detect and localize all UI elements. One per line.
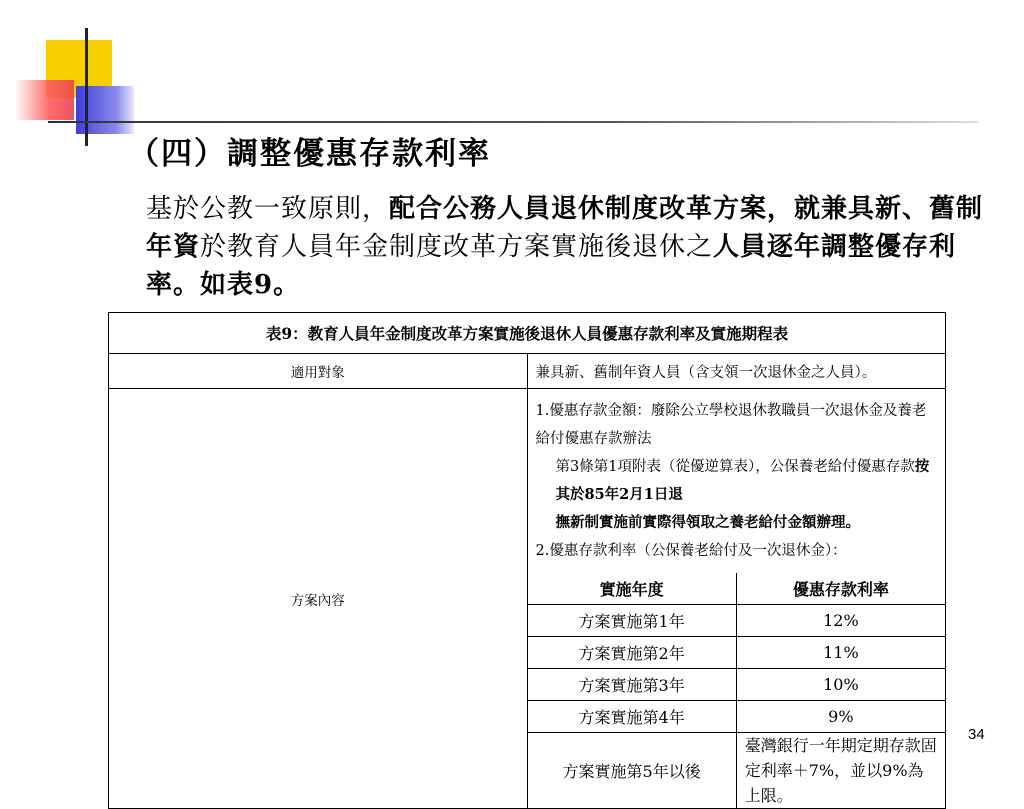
slide-title: （四）調整優惠存款利率 [128,136,491,172]
rate-cell: 10% [736,669,945,701]
year-cell: 方案實施第3年 [528,669,737,701]
rate-header-row [528,573,946,605]
paragraph-part3: 於教育人員年金制度改革方案實施後退休之 [200,232,714,262]
item1-line3-bold: 撫新制實施前實際得領取之養老給付金額辦理。 [555,514,860,531]
table-row [528,701,946,733]
item1-line2-normal: 第3條第1項附表（從優逆算表），公保養老給付優惠存款 [555,459,915,475]
header-year: 實施年度 [528,573,737,605]
decor-red-square [14,80,74,120]
decor-horizontal-line [48,121,978,123]
table-row [528,669,946,701]
item1-line3 [536,509,938,537]
table-caption: 表9：教育人員年金制度改革方案實施後退休人員優惠存款利率及實施期程表 [109,313,946,354]
year-cell: 方案實施第1年 [528,605,737,637]
plan-content-text [528,389,946,573]
table-row [528,637,946,669]
rate-schedule-table [528,573,946,808]
paragraph-part2: 配合公務人員退休制度改革方案，就兼具新、舊制年資 [146,194,984,262]
rate-cell: 12% [736,605,945,637]
rate-cell: 11% [736,637,945,669]
applicable-target-value: 兼具新、舊制年資人員（含支領一次退休金之人員）。 [527,354,946,389]
decor-vertical-line [85,28,88,146]
year-cell: 方案實施第4年 [528,701,737,733]
plan-content-cell [527,389,946,809]
page-number: 34 [968,726,985,743]
applicable-target-label: 適用對象 [109,354,528,389]
item1-line1: 1.優惠存款金額：廢除公立學校退休教職員一次退休金及養老給付優惠存款辦法 [535,403,927,447]
plan-content-label: 方案內容 [109,389,528,809]
table-row [528,605,946,637]
paragraph-part4: 人員逐年調整優存利率。如表9。 [146,232,957,300]
header-rate: 優惠存款利率 [736,573,945,605]
rate-cell: 9% [736,701,945,733]
item1-line2-bold: 按其於85年2月1日退 [555,458,930,503]
year-cell: 方案實施第2年 [528,637,737,669]
paragraph-part1: 基於公教一致原則， [146,194,390,224]
item1-line2 [536,453,938,509]
interest-rate-table [108,312,946,809]
item2-line: 2.優惠存款利率（公保養老給付及一次退休金）： [535,543,847,559]
year-cell: 方案實施第5年以後 [528,733,737,809]
body-paragraph [146,190,996,304]
table-row [528,733,946,809]
rate-cell: 臺灣銀行一年期定期存款固定利率＋7%，並以9%為上限。 [736,733,945,809]
